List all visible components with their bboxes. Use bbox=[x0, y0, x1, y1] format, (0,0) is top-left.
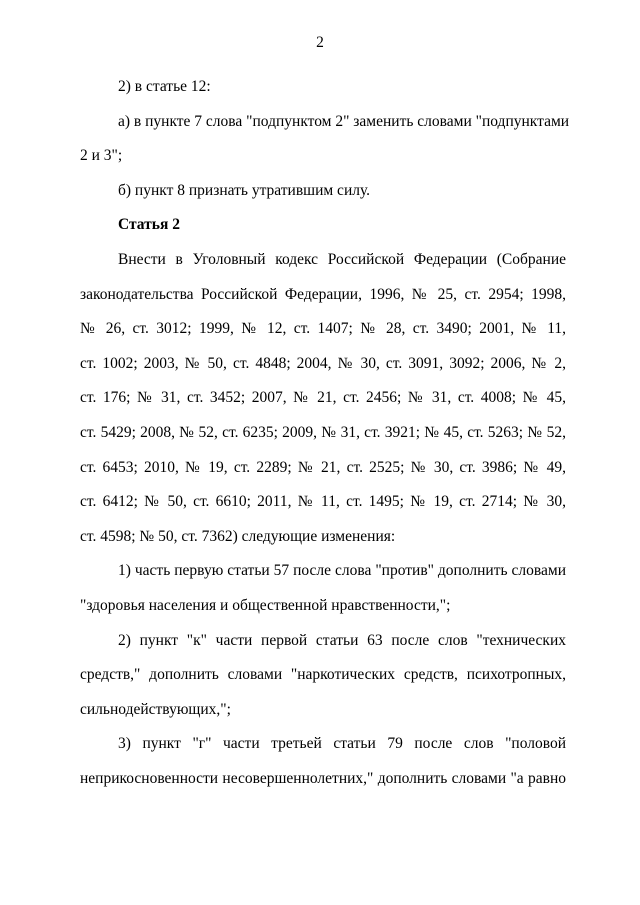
paragraph-item-2 bbox=[80, 624, 566, 728]
paragraph-line: ст. 1002; 2003, № 50, ст. 4848; 2004, № 30, ст. 3091, 3092; 2006, № 2, bbox=[80, 354, 566, 372]
paragraph-line: 1) часть первую статьи 57 после слова "против" дополнить словами bbox=[118, 562, 566, 580]
paragraph-line: неприкосновенности несовершеннолетних," дополнить словами "а равно bbox=[80, 769, 566, 787]
page-number: 2 bbox=[316, 34, 324, 51]
article-heading: Статья 2 bbox=[118, 216, 180, 234]
paragraph-line: Внести в Уголовный кодекс Российской Федерации (Собрание bbox=[118, 250, 566, 268]
paragraph-line: ст. 6453; 2010, № 19, ст. 2289; № 21, ст. 2525; № 30, ст. 3986; № 49, bbox=[80, 458, 566, 476]
paragraph-line: законодательства Российской Федерации, 1996, № 25, ст. 2954; 1998, bbox=[80, 285, 566, 303]
paragraph-amendments-intro bbox=[80, 243, 566, 554]
paragraph-line: ст. 4598; № 50, ст. 7362) следующие изменения: bbox=[80, 527, 396, 545]
paragraph-item-1 bbox=[80, 554, 566, 623]
paragraph-line: 2 и 3"; bbox=[80, 147, 123, 165]
paragraph-line: № 26, ст. 3012; 1999, № 12, ст. 1407; № 28, ст. 3490; 2001, № 11, bbox=[80, 320, 566, 338]
paragraph-subpoint-a bbox=[80, 105, 570, 174]
paragraph-line: а) в пункте 7 слова "подпунктом 2" заменить словами "подпунктами bbox=[118, 112, 570, 130]
paragraph-line: ст. 5429; 2008, № 52, ст. 6235; 2009, № 31, ст. 3921; № 45, ст. 5263; № 52, bbox=[80, 423, 566, 441]
paragraph-line: 3) пункт "г" части третьей статьи 79 после слов "половой bbox=[118, 735, 566, 753]
paragraph-line: 2) пункт "к" части первой статьи 63 после слов "технических bbox=[118, 631, 566, 649]
paragraph-subpoint-b: б) пункт 8 признать утратившим силу. bbox=[118, 181, 371, 199]
paragraph-line: "здоровья населения и общественной нравственности,"; bbox=[80, 596, 451, 614]
paragraph-item-3 bbox=[80, 727, 566, 796]
paragraph-article-12: 2) в статье 12: bbox=[118, 78, 211, 95]
paragraph-line: ст. 6412; № 50, ст. 6610; 2011, № 11, ст. 1495; № 19, ст. 2714; № 30, bbox=[80, 493, 566, 511]
paragraph-line: сильнодействующих,"; bbox=[80, 700, 231, 718]
paragraph-line: ст. 176; № 31, ст. 3452; 2007, № 21, ст. 2456; № 31, ст. 4008; № 45, bbox=[80, 389, 566, 407]
paragraph-line: средств," дополнить словами "наркотических средств, психотропных, bbox=[80, 666, 566, 684]
document-body bbox=[80, 70, 570, 796]
